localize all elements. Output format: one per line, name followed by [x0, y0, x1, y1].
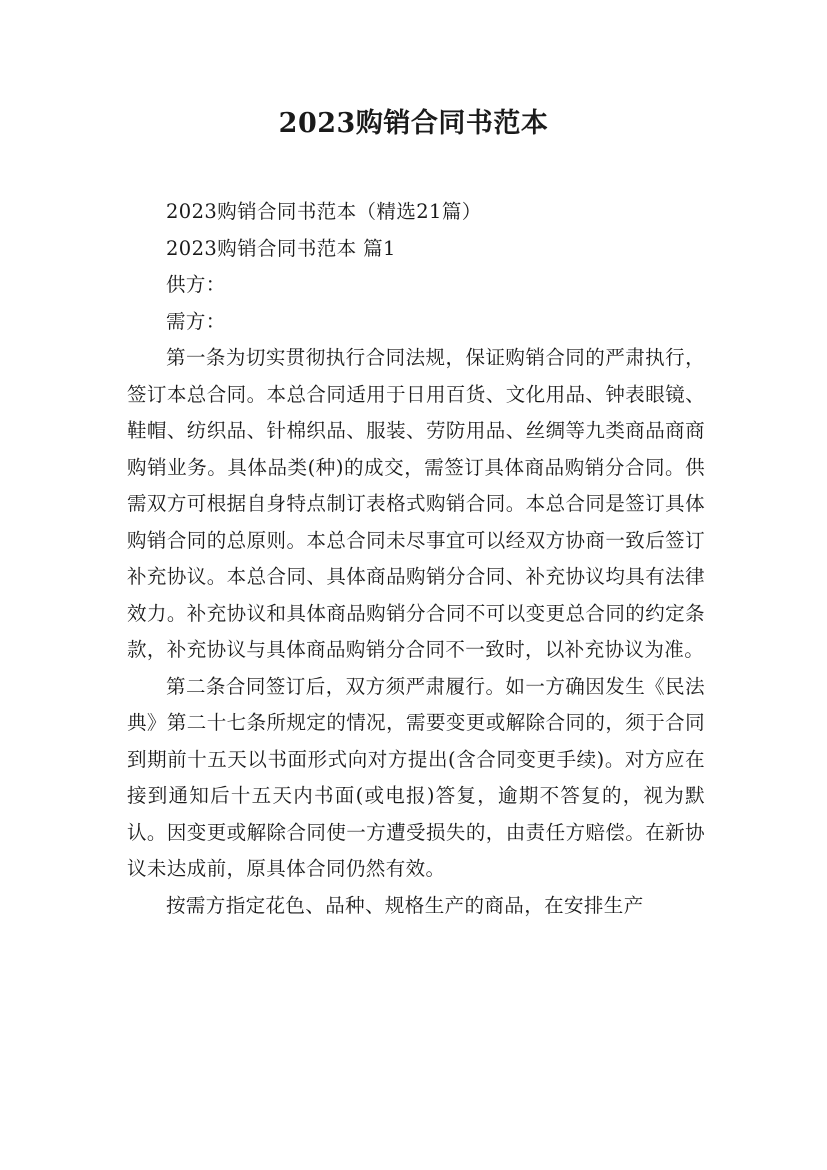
buyer-label: 需方： [166, 309, 226, 333]
section-heading: 2023购销合同书范本 篇1 [166, 236, 396, 260]
document-body [127, 194, 705, 924]
article-1-paragraph: 第一条为切实贯彻执行合同法规，保证购销合同的严肃执行，签订本总合同。本总合同适用于日用百货、文化用品、钟表眼镜、鞋帽、纺织品、针棉织品、服装、劳防用品、丝绸等九类商品商商购销业务。具体品类(种)的成交，需签订具体商品购销分合同。供需双方可根据自身特点制订表格式购销合同。本总合同是签订具体购销合同的总原则。本总合同未尽事宜可以经双方协商一致后签订补充协议。本总合同、具体商品购销分合同、补充协议均具有法律效力。补充协议和具体商品购销分合同不可以变更总合同的约定条款，补充协议与具体商品购销分合同不一致时，以补充协议为准。 [127, 346, 705, 661]
continuation-paragraph: 按需方指定花色、品种、规格生产的商品，在安排生产 [166, 893, 644, 917]
article-2-paragraph: 第二条合同签订后，双方须严肃履行。如一方确因发生《民法典》第二十七条所规定的情况，需要变更或解除合同的，须于合同到期前十五天以书面形式向对方提出(含合同变更手续)。对方应在接到通知后十五天内书面(或电报)答复，逾期不答复的，视为默认。因变更或解除合同使一方遭受损失的，由责任方赔偿。在新协议未达成前，原具体合同仍然有效。 [127, 674, 705, 880]
supplier-label: 供方： [166, 273, 226, 296]
subtitle-line: 2023购销合同书范本（精选21篇） [166, 200, 482, 223]
document-title: 2023购销合同书范本 [278, 108, 549, 139]
